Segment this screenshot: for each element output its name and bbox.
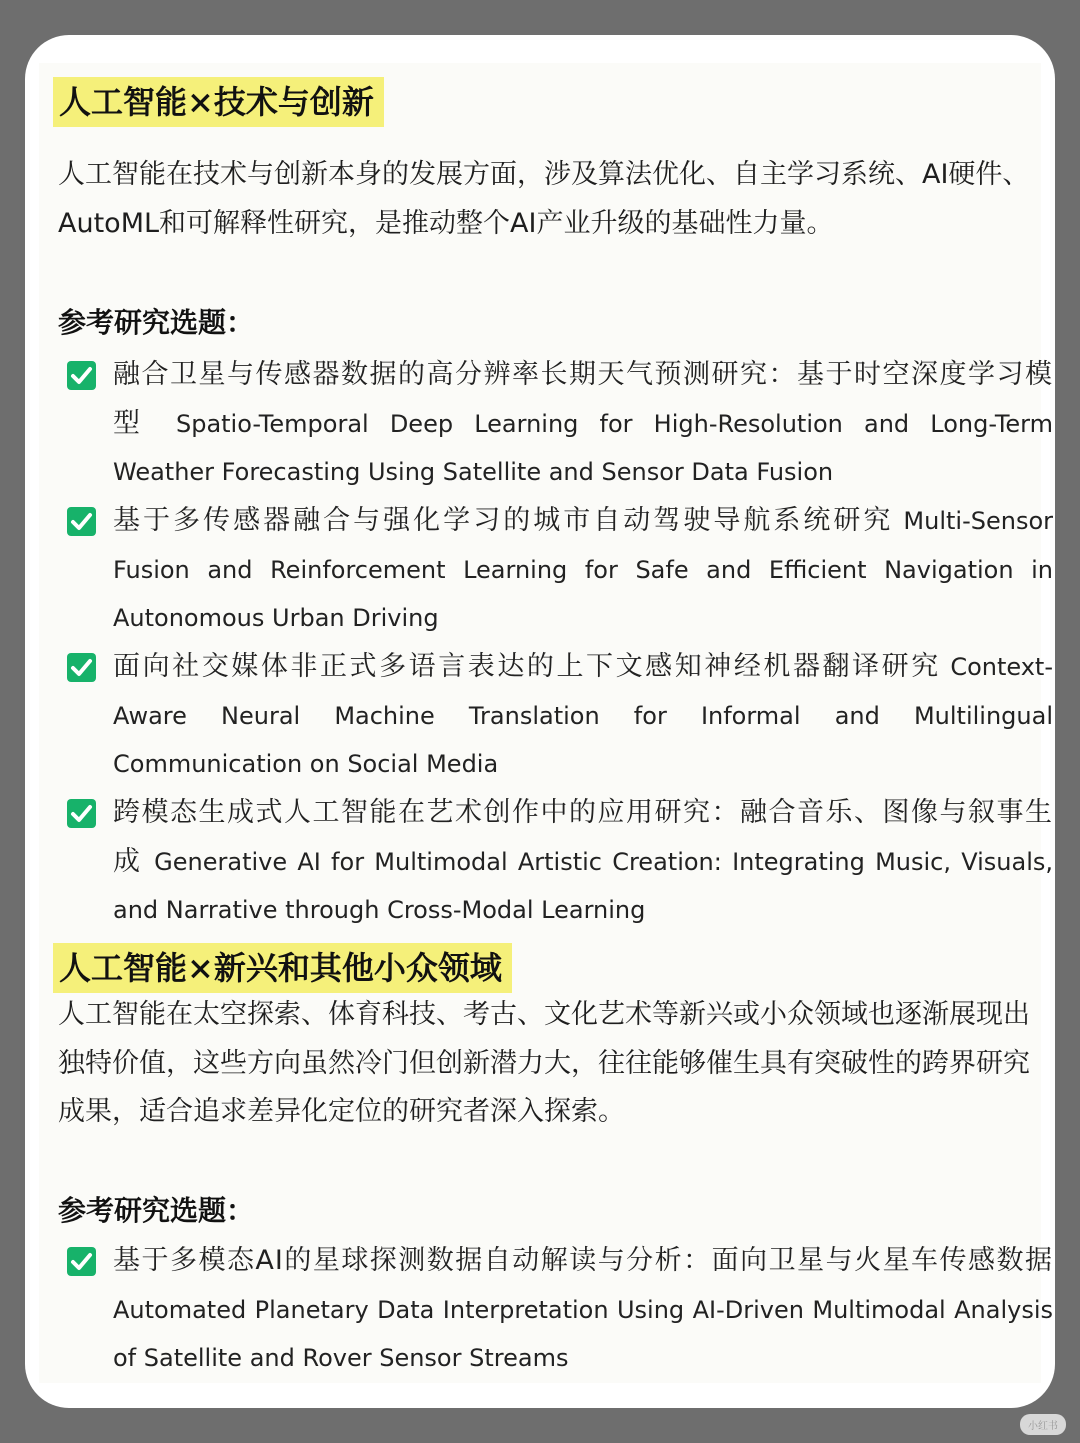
check-box-icon (67, 799, 96, 828)
reference-topics-heading: 参考研究选题： (58, 1194, 255, 1227)
topic-text (113, 497, 1053, 643)
section-tech-innovation (39, 63, 1054, 941)
topic-item (67, 789, 1053, 935)
section-emerging-fields (39, 931, 1053, 1383)
section-intro: 人工智能在技术与创新本身的发展方面，涉及算法优化、自主学习系统、AI硬件、AutoML和可解释性研究，是推动整个AI产业升级的基础性力量。 (58, 159, 1030, 239)
topic-item (67, 497, 1053, 643)
topic-text (113, 789, 1053, 935)
topic-title-en: Context-Aware Neural Machine Translation for Informal and Multilingual Communication on Social Media (113, 653, 1053, 779)
topic-title-en: Automated Planetary Data Interpretation Using AI-Driven Multimodal Analysis of Satellite and Rover Sensor Streams (113, 1295, 1053, 1373)
topic-item (67, 643, 1053, 789)
topic-item (67, 1237, 1053, 1383)
section-intro: 人工智能在太空探索、体育科技、考古、文化艺术等新兴或小众领域也逐渐展现出独特价值，这些方向虽然冷门但创新潜力大，往往能够催生具有突破性的跨界研究成果，适合追求差异化定位的研究者深入探索。 (58, 999, 1030, 1127)
topic-title-cn: 融合卫星与传感器数据的高分辨率长期天气预测研究：基于时空深度学习模型 (113, 359, 1053, 439)
check-box-icon (67, 361, 96, 390)
topic-title-cn: 跨模态生成式人工智能在艺术创作中的应用研究：融合音乐、图像与叙事生成 (113, 797, 1053, 877)
topic-title-en: Generative AI for Multimodal Artistic Creation: Integrating Music, Visuals, and Narrative through Cross-Modal Learning (113, 847, 1054, 925)
check-box-icon (67, 1247, 96, 1276)
topic-item (67, 351, 1053, 497)
section-title: 人工智能×新兴和其他小众领域 (53, 943, 512, 993)
section-title: 人工智能×技术与创新 (53, 77, 384, 127)
topic-title-en: Multi-Sensor Fusion and Reinforcement Learning for Safe and Efficient Navigation in Autonomous Urban Driving (113, 507, 1053, 633)
check-box-icon (67, 507, 96, 536)
platform-watermark: 小红书 (1020, 1414, 1066, 1435)
topic-text (113, 643, 1053, 789)
topic-text (113, 351, 1053, 497)
topic-title-cn: 基于多模态AI的星球探测数据自动解读与分析：面向卫星与火星车传感数据 (113, 1245, 1053, 1276)
topic-text (113, 1237, 1053, 1383)
check-box-icon (67, 653, 96, 682)
reference-topics-heading: 参考研究选题： (58, 306, 255, 339)
content-card (25, 35, 1055, 1408)
topic-title-cn: 基于多传感器融合与强化学习的城市自动驾驶导航系统研究 (113, 505, 894, 536)
topic-title-en: Spatio-Temporal Deep Learning for High-Resolution and Long-Term Weather Forecasting Using Satellite and Sensor Data Fusion (113, 409, 1053, 487)
topic-title-cn: 面向社交媒体非正式多语言表达的上下文感知神经机器翻译研究 (113, 651, 941, 682)
